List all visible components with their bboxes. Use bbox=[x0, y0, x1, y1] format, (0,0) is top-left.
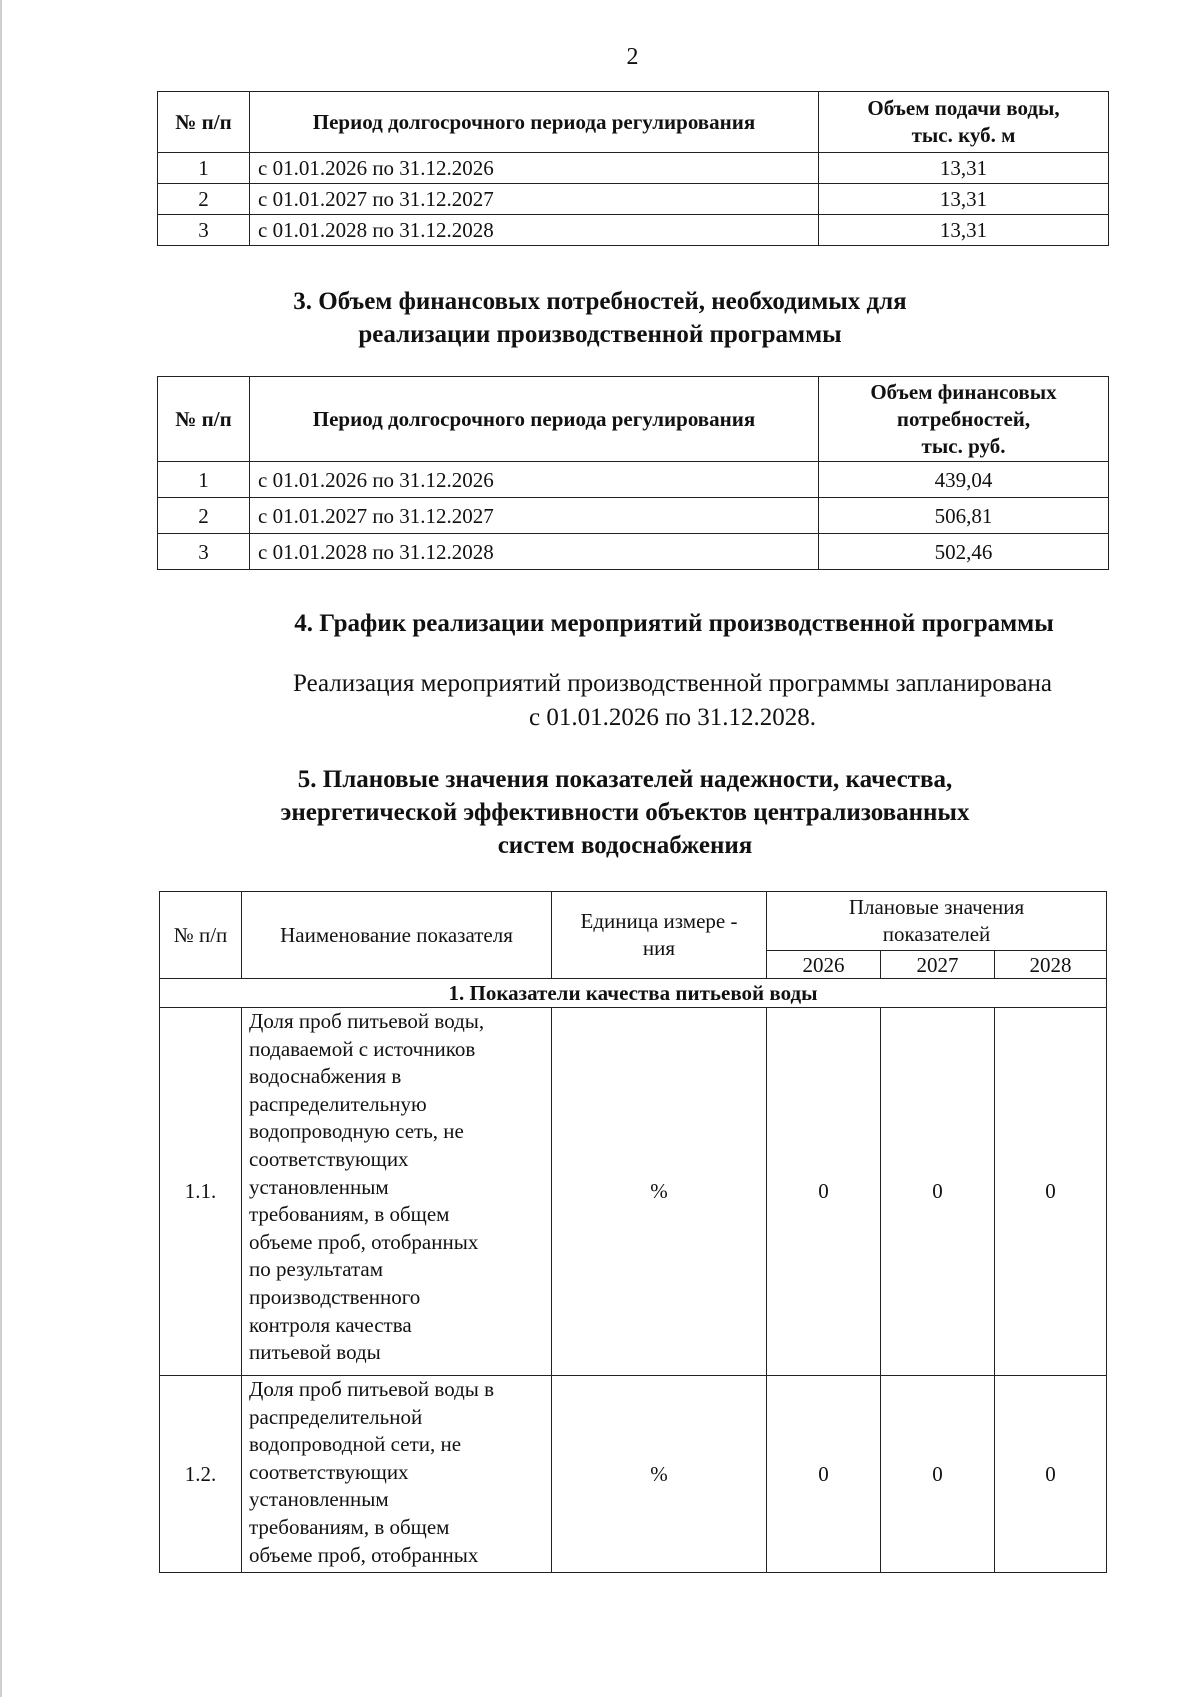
row-indicator-name: Доля проб питьевой воды в распределительной водопроводной сети, не соответствующих установленным требованиям, в общем объеме проб, отобранных bbox=[242, 1376, 552, 1573]
col-period-header: Период долгосрочного периода регулирования bbox=[250, 92, 819, 153]
row-number: 3 bbox=[158, 215, 250, 246]
row-number: 1.2. bbox=[160, 1376, 242, 1573]
section-4-title: 4. График реализации мероприятий производственной программы bbox=[294, 610, 1054, 637]
col-plan-header: Плановые значения показателей bbox=[767, 892, 1107, 951]
col-number-header: № п/п bbox=[158, 377, 250, 462]
section-5-title bbox=[0, 763, 1200, 862]
page-number: 2 bbox=[626, 44, 639, 70]
table-row bbox=[160, 1008, 1107, 1376]
table-row bbox=[160, 1376, 1107, 1573]
water-supply-table bbox=[157, 91, 1109, 246]
row-amount: 439,04 bbox=[819, 462, 1109, 498]
section-3-title-line: реализации производственной программы bbox=[358, 321, 842, 348]
row-number: 1 bbox=[158, 153, 250, 184]
row-value: 0 bbox=[767, 1008, 881, 1376]
row-value: 0 bbox=[881, 1008, 995, 1376]
year-header: 2027 bbox=[881, 951, 995, 979]
table-row bbox=[158, 462, 1109, 498]
table-row bbox=[158, 184, 1109, 215]
row-value: 0 bbox=[995, 1376, 1107, 1573]
row-unit: % bbox=[552, 1008, 767, 1376]
col-unit-header: Единица измере - ния bbox=[552, 892, 767, 979]
row-period: с 01.01.2027 по 31.12.2027 bbox=[250, 498, 819, 534]
row-amount: 502,46 bbox=[819, 534, 1109, 570]
row-volume: 13,31 bbox=[819, 184, 1109, 215]
section-row-title: 1. Показатели качества питьевой воды bbox=[160, 979, 1107, 1008]
section-4-text-line: с 01.01.2026 по 31.12.2028. bbox=[529, 704, 816, 731]
row-volume: 13,31 bbox=[819, 215, 1109, 246]
table-section-row bbox=[160, 979, 1107, 1008]
row-period: с 01.01.2028 по 31.12.2028 bbox=[250, 534, 819, 570]
row-value: 0 bbox=[767, 1376, 881, 1573]
col-number-header: № п/п bbox=[158, 92, 250, 153]
row-number: 1.1. bbox=[160, 1008, 242, 1376]
row-period: с 01.01.2026 по 31.12.2026 bbox=[250, 153, 819, 184]
row-period: с 01.01.2028 по 31.12.2028 bbox=[250, 215, 819, 246]
table-row bbox=[158, 153, 1109, 184]
table-row bbox=[158, 534, 1109, 570]
row-value: 0 bbox=[881, 1376, 995, 1573]
col-volume-header: Объем подачи воды, тыс. куб. м bbox=[819, 92, 1109, 153]
row-amount: 506,81 bbox=[819, 498, 1109, 534]
table-header-row bbox=[158, 92, 1109, 153]
col-period-header: Период долгосрочного периода регулирования bbox=[250, 377, 819, 462]
row-number: 2 bbox=[158, 498, 250, 534]
year-header: 2028 bbox=[995, 951, 1107, 979]
row-number: 1 bbox=[158, 462, 250, 498]
year-header: 2026 bbox=[767, 951, 881, 979]
section-5-title-line: энергетической эффективности объектов централизованных bbox=[280, 799, 970, 826]
indicators-table bbox=[159, 891, 1107, 1573]
section-5-title-line: 5. Плановые значения показателей надежности, качества, bbox=[297, 766, 953, 793]
section-3-title bbox=[0, 285, 1200, 351]
col-finance-header: Объем финансовых потребностей, тыс. руб. bbox=[819, 377, 1109, 462]
section-5-title-line: систем водоснабжения bbox=[497, 832, 753, 859]
row-number: 3 bbox=[158, 534, 250, 570]
section-3-title-line: 3. Объем финансовых потребностей, необходимых для bbox=[293, 288, 907, 315]
row-volume: 13,31 bbox=[819, 153, 1109, 184]
row-indicator-name: Доля проб питьевой воды, подаваемой с источников водоснабжения в распределительную водопроводную сеть, не соответствующих установленным требованиям, в общем объеме проб, отобранных по результатам производственного контроля качества питьевой воды bbox=[242, 1008, 552, 1376]
row-number: 2 bbox=[158, 184, 250, 215]
table-header-row bbox=[158, 377, 1109, 462]
col-name-header: Наименование показателя bbox=[242, 892, 552, 979]
row-unit: % bbox=[552, 1376, 767, 1573]
table-row bbox=[158, 498, 1109, 534]
section-4-text-line: Реализация мероприятий производственной программы запланирована bbox=[293, 670, 1052, 697]
row-period: с 01.01.2026 по 31.12.2026 bbox=[250, 462, 819, 498]
section-4-text bbox=[0, 667, 1200, 735]
table-header-row bbox=[160, 892, 1107, 951]
row-value: 0 bbox=[995, 1008, 1107, 1376]
row-period: с 01.01.2027 по 31.12.2027 bbox=[250, 184, 819, 215]
col-number-header: № п/п bbox=[160, 892, 242, 979]
table-row bbox=[158, 215, 1109, 246]
financial-needs-table bbox=[157, 376, 1109, 570]
